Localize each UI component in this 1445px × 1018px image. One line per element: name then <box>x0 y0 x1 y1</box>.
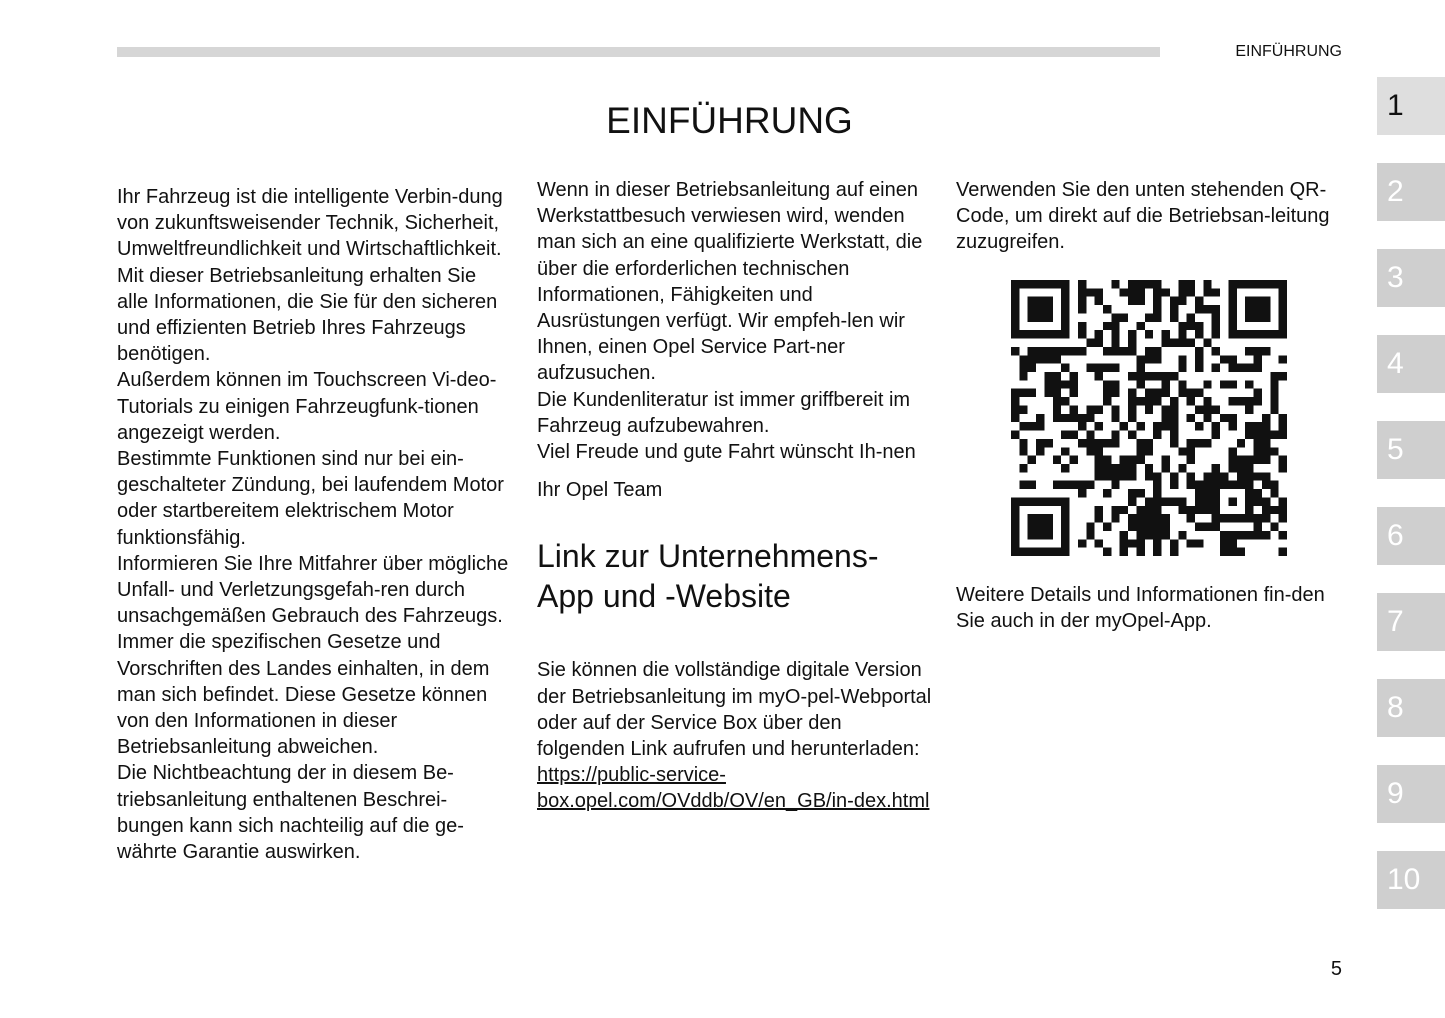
chapter-tab-9[interactable]: 9 <box>1377 765 1445 823</box>
paragraph: Die Nichtbeachtung der in diesem Be-triebsanleitung enthaltenen Beschrei-bungen kann sich nachteilig auf die ge-währte Garantie auswirken. <box>117 762 464 864</box>
column-1 <box>117 184 512 865</box>
paragraph: Wenn in dieser Betriebsanleitung auf einen Werkstattbesuch verwiesen wird, wenden man sich an eine qualifizierte Werkstatt, die über die erforderlichen technischen Informationen, Fähigkeiten und Ausrüstungen verfügt. Wir empfeh-len wir Ihnen, einen Opel Service Part-ner aufzusuchen. <box>537 179 923 385</box>
running-head: EINFÜHRUNG <box>1235 43 1342 60</box>
chapter-tab-1[interactable]: 1 <box>1377 77 1445 135</box>
paragraph: Immer die spezifischen Gesetze und Vorschriften des Landes einhalten, in dem man sich befindet. Diese Gesetze können von den Informationen in dieser Betriebsanleitung abweichen. <box>117 631 490 759</box>
page-title: EINFÜHRUNG <box>606 100 853 141</box>
chapter-tab-2[interactable]: 2 <box>1377 163 1445 221</box>
qr-code[interactable] <box>1011 280 1287 556</box>
chapter-tab-8[interactable]: 8 <box>1377 679 1445 737</box>
qr-outro-text: Weitere Details und Informationen fin-den Sie auch in der myOpel-App. <box>956 583 1325 632</box>
paragraph: Informieren Sie Ihre Mitfahrer über mögliche Unfall- und Verletzungsgefah-ren durch unsachgemäßen Gebrauch des Fahrzeugs. <box>117 552 509 628</box>
chapter-tab-6[interactable]: 6 <box>1377 507 1445 565</box>
header-rule <box>117 47 1160 57</box>
service-box-link[interactable]: https://public-service-box.opel.com/OVddb/OV/en_GB/in-dex.html <box>537 764 930 813</box>
column-3 <box>956 177 1351 634</box>
chapter-tab-10[interactable]: 10 <box>1377 851 1445 909</box>
signature: Ihr Opel Team <box>537 479 663 502</box>
paragraph: Die Kundenliteratur ist immer griffbereit im Fahrzeug aufzubewahren. <box>537 388 911 437</box>
qr-intro-text: Verwenden Sie den unten stehenden QR-Code, um direkt auf die Betriebsan-leitung zuzugreifen. <box>956 179 1330 254</box>
chapter-tab-4[interactable]: 4 <box>1377 335 1445 393</box>
chapter-tab-5[interactable]: 5 <box>1377 421 1445 479</box>
column-2 <box>537 177 932 815</box>
page-number: 5 <box>1330 958 1342 980</box>
section-text: Sie können die vollständige digitale Version der Betriebsanleitung im myO-pel-Webportal oder auf der Service Box über den folgenden Link aufrufen und herunterladen: <box>537 659 932 761</box>
chapter-tab-3[interactable]: 3 <box>1377 249 1445 307</box>
paragraph: Viel Freude und gute Fahrt wünscht Ih-nen <box>537 441 916 464</box>
paragraph: Mit dieser Betriebsanleitung erhalten Sie alle Informationen, die Sie für den sicheren und effizienten Betrieb Ihres Fahrzeugs benötigen. <box>117 264 498 366</box>
paragraph: Außerdem können im Touchscreen Vi-deo-Tutorials zu einigen Fahrzeugfunk-tionen angezeigt werden. <box>117 369 497 444</box>
paragraph: Bestimmte Funktionen sind nur bei ein-geschalteter Zündung, bei laufendem Motor oder startbereitem elektrischem Motor funktionsfähig. <box>117 448 504 549</box>
section-heading: Link zur Unternehmens-App und -Website <box>537 538 879 615</box>
chapter-tab-7[interactable]: 7 <box>1377 593 1445 651</box>
paragraph: Ihr Fahrzeug ist die intelligente Verbin-dung von zukunftsweisender Technik, Sicherheit, Umweltfreundlichkeit und Wirtschaftlichkeit. <box>117 186 503 261</box>
